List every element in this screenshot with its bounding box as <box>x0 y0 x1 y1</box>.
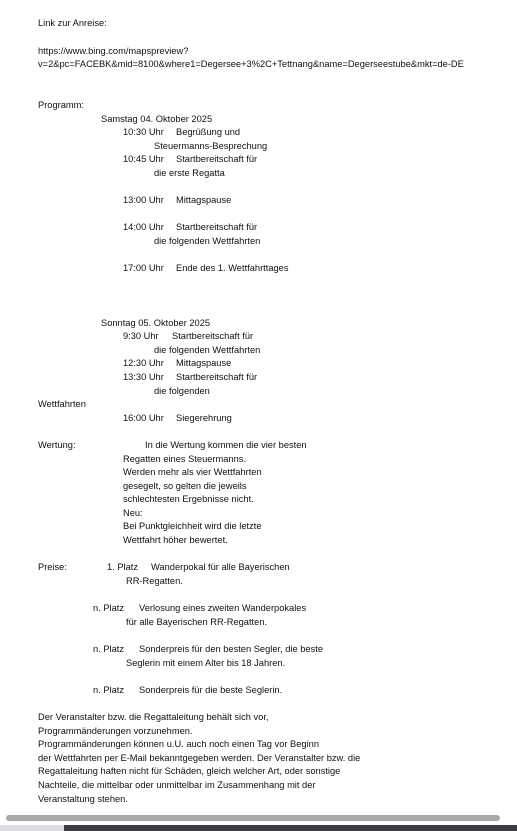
schedule-text-cont: Steuermanns-Besprechung <box>154 141 268 151</box>
prize-text: Sonderpreis für den besten Segler, die beste <box>139 644 323 654</box>
wertung-line: In die Wertung kommen die vier besten <box>145 440 307 450</box>
bottom-strip <box>0 825 517 831</box>
prize-place: 1. Platz <box>107 562 139 572</box>
schedule-text: Startbereitschaft für <box>176 154 258 164</box>
disclaimer-line: Programmänderungen vorzunehmen. <box>38 726 193 736</box>
schedule-text: Mittagspause <box>176 195 232 205</box>
bottom-strip-dark <box>64 825 517 831</box>
disclaimer-line: Der Veranstalter bzw. die Regattaleitung behält sich vor, <box>38 712 269 722</box>
wertung-line: schlechtesten Ergebnisse nicht. <box>123 494 254 504</box>
schedule-text-overflow: Wettfahrten <box>38 399 86 409</box>
prize-text-cont: Seglerin mit einem Alter bis 18 Jahren. <box>126 658 286 668</box>
link-url-line-2[interactable]: v=2&pc=FACEBK&mid=8100&where1=Degersee+3%2C+Tettnang&name=Degerseestube&mkt=de-DE <box>38 59 464 69</box>
schedule-text-cont: die folgenden Wettfahrten <box>154 345 261 355</box>
wertung-line: Werden mehr als vier Wettfahrten <box>123 467 262 477</box>
schedule-time: 9:30 Uhr <box>123 331 159 341</box>
schedule-text: Startbereitschaft für <box>176 372 258 382</box>
disclaimer-line: Regattaleitung haften nicht für Schäden, gleich welcher Art, oder sonstige <box>38 766 341 776</box>
disclaimer-line: Programmänderungen können u.U. auch noch einen Tag vor Beginn <box>38 739 319 749</box>
sunday-date: Sonntag 05. Oktober 2025 <box>101 318 211 328</box>
schedule-time: 14:00 Uhr <box>123 222 164 232</box>
schedule-time: 12:30 Uhr <box>123 358 164 368</box>
disclaimer-line: Nachteile, die mittelbar oder unmittelbar im Zusammenhang mit der <box>38 780 316 790</box>
schedule-text: Ende des 1. Wettfahrttages <box>176 263 289 273</box>
prize-text-cont: RR-Regatten. <box>126 576 183 586</box>
prize-text: Wanderpokal für alle Bayerischen <box>151 562 290 572</box>
schedule-text-cont: die folgenden Wettfahrten <box>154 236 261 246</box>
prize-place: n. Platz <box>93 644 125 654</box>
schedule-text: Startbereitschaft für <box>176 222 258 232</box>
schedule-time: 10:45 Uhr <box>123 154 164 164</box>
schedule-text: Siegerehrung <box>176 413 232 423</box>
prize-text: Verlosung eines zweiten Wanderpokales <box>139 603 307 613</box>
schedule-time: 16:00 Uhr <box>123 413 164 423</box>
schedule-text-cont: die folgenden <box>154 386 210 396</box>
schedule-text: Startbereitschaft für <box>172 331 254 341</box>
wertung-line: Bei Punktgleichheit wird die letzte <box>123 521 262 531</box>
link-heading: Link zur Anreise: <box>38 18 107 28</box>
wertung-line: Neu: <box>123 508 143 518</box>
schedule-text: Begrüßung und <box>176 127 241 137</box>
prize-place: n. Platz <box>93 685 125 695</box>
disclaimer-line: Veranstaltung stehen. <box>38 794 128 804</box>
schedule-text: Mittagspause <box>176 358 232 368</box>
wertung-line: gesegelt, so gelten die jeweils <box>123 481 247 491</box>
wertung-line: Regatten eines Steuermanns. <box>123 454 247 464</box>
wertung-label: Wertung: <box>38 440 76 450</box>
schedule-time: 17:00 Uhr <box>123 263 164 273</box>
prize-text-cont: für alle Bayerischen RR-Regatten. <box>126 617 268 627</box>
programm-heading: Programm: <box>38 100 84 110</box>
horizontal-scrollbar-thumb[interactable] <box>6 815 500 821</box>
disclaimer-line: der Wettfahrten per E-Mail bekanntgegeben werden. Der Veranstalter bzw. die <box>38 753 361 763</box>
schedule-time: 13:00 Uhr <box>123 195 164 205</box>
prize-place: n. Platz <box>93 603 125 613</box>
schedule-text-cont: die erste Regatta <box>154 168 225 178</box>
prize-text: Sonderpreis für die beste Seglerin. <box>139 685 283 695</box>
wertung-line: Wettfahrt höher bewertet. <box>123 535 228 545</box>
schedule-time: 10:30 Uhr <box>123 127 164 137</box>
link-url-line-1[interactable]: https://www.bing.com/mapspreview? <box>38 46 189 56</box>
saturday-date: Samstag 04. Oktober 2025 <box>101 114 213 124</box>
schedule-time: 13:30 Uhr <box>123 372 164 382</box>
preise-label: Preise: <box>38 562 67 572</box>
